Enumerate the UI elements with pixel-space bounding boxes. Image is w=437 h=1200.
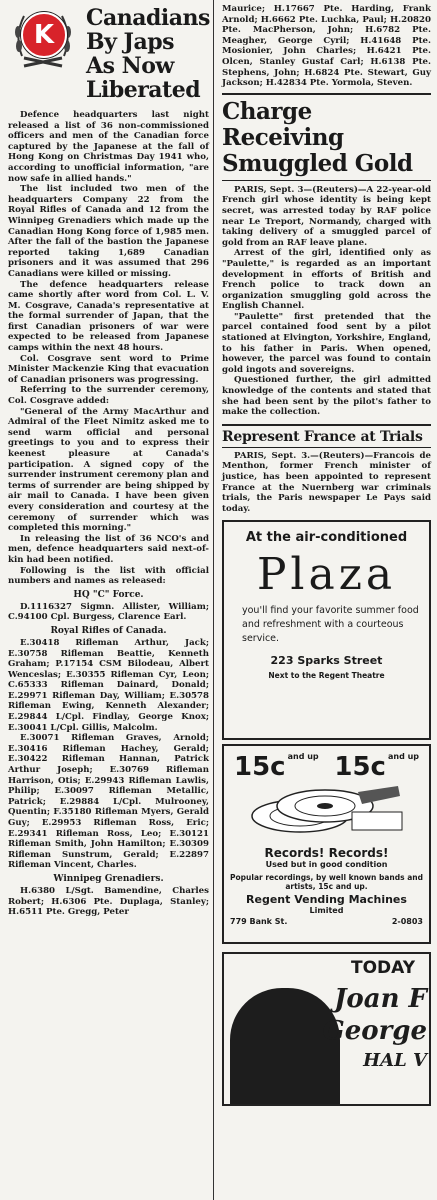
and-up-label: and up [387, 752, 419, 762]
rrc-heading: Royal Rifles of Canada. [50, 625, 167, 636]
headline-line-3: As Now Liberated [86, 53, 201, 103]
price-right [334, 752, 419, 782]
today-label: TODAY [351, 958, 415, 979]
headline-area [8, 6, 209, 106]
records-subtitle: Used but in good condition [265, 860, 388, 870]
phonograph-records-icon [230, 782, 420, 838]
left-column [2, 0, 214, 1200]
trials-headline: Represent France at Trials [222, 424, 431, 448]
plaza-location-note: Next to the Regent Theatre [268, 671, 385, 681]
wg-list: H.6380 L/Sgt. Bamendine, Charles Robert; H.6306 Pte. Duplaga, Stanley; H.6511 Pte. Gregg, Peter [8, 885, 209, 918]
article-paragraph: Following is the list with official numbers and names as released: [8, 565, 209, 587]
plaza-body: you'll find your favorite summer food and refreshment with a courteous service. [242, 605, 419, 645]
hq-list: D.1116327 Sigmn. Allister, William; C.94100 Cpl. Burgess, Clarence Earl. [8, 601, 209, 623]
movie-star-name-2: George [322, 1016, 427, 1047]
records-address: 779 Bank St. [230, 917, 288, 927]
plaza-tagline: At the air-conditioned [245, 530, 408, 546]
records-description: Popular recordings, by well known bands and artists, 15c and up. [230, 873, 423, 892]
headline-line-1: Canadians [86, 5, 210, 31]
publisher-logo [10, 6, 76, 70]
rrc-list: E.30418 Rifleman Arthur, Jack; E.30758 Rifleman Beattie, Kenneth Graham; P.17154 CSM Bilodeau, Albert Wenceslas; E.30355 Rifleman Cyr, Leon; C.65333 Rifleman Dainard, Donald; E.29971 Rifleman Day, William; E.30578 Rifleman Ewing, Kenneth Alexander; E.29844 L/Cpl. Findlay, George Knox; E.30041 L/Cpl. Gillis, Malcolm. [8, 637, 209, 733]
list-continued: Maurice; H.17667 Pte. Harding, Frank Arnold; H.6662 Pte. Luchka, Paul; H.20820 Pte. MacPherson, John; H.6782 Pte. Meagher, George Cyril; H.41648 Pte. Mosionier, John Charles; H.6421 Pte. Olcen, Stanley Gustaf Carl; H.6138 Pte. Stephens, John; H.6824 Pte. Stewart, Guy Jackson; H.42834 Pte. Yormola, Steven. [222, 4, 431, 89]
wg-heading: Winnipeg Grenadiers. [53, 873, 164, 884]
movie-star-name-3: HAL V [363, 1050, 427, 1072]
records-advertisement [222, 744, 431, 944]
records-phone: 2-0803 [391, 917, 423, 927]
gold-paragraph: "Paulette" first pretended that the parcel contained food sent by a pilot stationed at Elvington, Yorkshire, England, to his father in Paris. When opened, however, the parcel was found to contain gold ingots and sovereigns. [222, 311, 431, 375]
records-company: Regent Vending Machines [246, 893, 407, 907]
quote-paragraph: "General of the Army MacArthur and Admiral of the Fleet Nimitz asked me to send warm official and personal greetings to you and to express their keenest pleasure at Canada's participation. A signed copy of the surrender instrument ceremony plan and terms of surrender are being shipped by air mail to Canada. I have been given every consideration and courtesy at the ceremony of surrender which was completed this morning." [8, 406, 209, 534]
gold-paragraph: Questioned further, the girl admitted knowledge of the contents and stated that she had been sent by the pilot's father to make the collection. [222, 375, 431, 418]
plaza-title: Plaza [256, 549, 397, 601]
today-movie-advertisement [222, 952, 431, 1106]
gold-paragraph: PARIS, Sept. 3—(Reuters)—A 22-year-old French girl whose identity is being kept secret, was arrested today by RAF police near Le Treport, Normandy, charged with taking delivery of a smuggled parcel of gold from an RAF leave plane. [222, 184, 431, 248]
records-limited: Limited [309, 906, 344, 916]
article-paragraph: Col. Cosgrave sent word to Prime Minister Mackenzie King that evacuation of Canadian prisoners was progressing. [8, 353, 209, 385]
article-paragraph: The defence headquarters release came shortly after word from Col. L. V. M. Cosgrave, Canada's representative at the formal surrender of Japan, that the first Canadian prisoners of war were expected to be released from Japanese camps within the next 48 hours. [8, 279, 209, 354]
article-paragraph: Referring to the surrender ceremony, Col. Cosgrave added: [8, 385, 209, 407]
price-left [234, 752, 319, 782]
article-paragraph: Defence headquarters last night released a list of 36 non-commissioned officers and men of the Canadian force captured by the Japanese at the fall of Hong Kong on Christmas Day 1941 who, according to unofficial information, "are now safe in allied hands." [8, 110, 209, 184]
and-up-label: and up [287, 752, 319, 762]
price-left-value: 15c [234, 752, 286, 783]
right-column [216, 0, 435, 1106]
hq-heading: HQ "C" Force. [73, 589, 144, 600]
plaza-address: 223 Sparks Street [270, 654, 383, 668]
article-paragraph: In releasing the list of 36 NCO's and men, defence headquarters said next-of-kin had been notified. [8, 533, 209, 565]
actor-portrait [230, 988, 340, 1106]
headline-line-2: By Japs [86, 29, 174, 55]
price-right-value: 15c [334, 752, 386, 783]
price-row [230, 752, 423, 782]
trials-paragraph: PARIS, Sept. 3.—(Reuters)—Francois de Menthon, former French minister of justice, has been appointed to represent France at the Nuernberg war criminals trials, the Paris newspaper Le Pays said today. [222, 450, 431, 514]
plaza-advertisement [222, 520, 431, 740]
records-title: Records! Records! [264, 846, 389, 861]
records-footer [230, 917, 423, 926]
movie-star-name-1: Joan F [334, 984, 427, 1015]
article-paragraph: The list included two men of the headquarters Company 22 from the Royal Rifles of Canada and 12 from the Winnipeg Grenadiers which made up the Canadian Hong Kong force of 1,985 men. After the fall of the bastion the Japanese reported taking 1,689 Canadian prisoners and it was assumed that 296 Canadians were killed or missing. [8, 184, 209, 279]
gold-headline: Charge Receiving Smuggled Gold [222, 93, 431, 181]
gold-paragraph: Arrest of the girl, identified only as "Paulette," is regarded as an important development in efforts of British and French police to track down an organization smuggling gold across the English Channel. [222, 248, 431, 312]
logo-badge: K [21, 12, 67, 58]
rrc-list: E.30071 Rifleman Graves, Arnold; E.30416 Rifleman Hachey, Gerald; E.30422 Rifleman Hannan, Patrick Arthur Joseph; E.30769 Rifleman Harrison, Otis; E.29943 Rifleman Lawlis, Philip; E.30097 Rifleman Metallic, Patrick; E.29884 L/Cpl. Mulrooney, Quentin; F.35180 Rifleman Myers, Gerald Guy; E.29953 Rifleman Ross, Eric; E.29341 Rifleman Ross, Leo; E.30121 Rifleman Smith, John Hamilton; E.30309 Rifleman Sunstrum, Gerald; E.22897 Rifleman Vincent, Charles. [8, 733, 209, 871]
